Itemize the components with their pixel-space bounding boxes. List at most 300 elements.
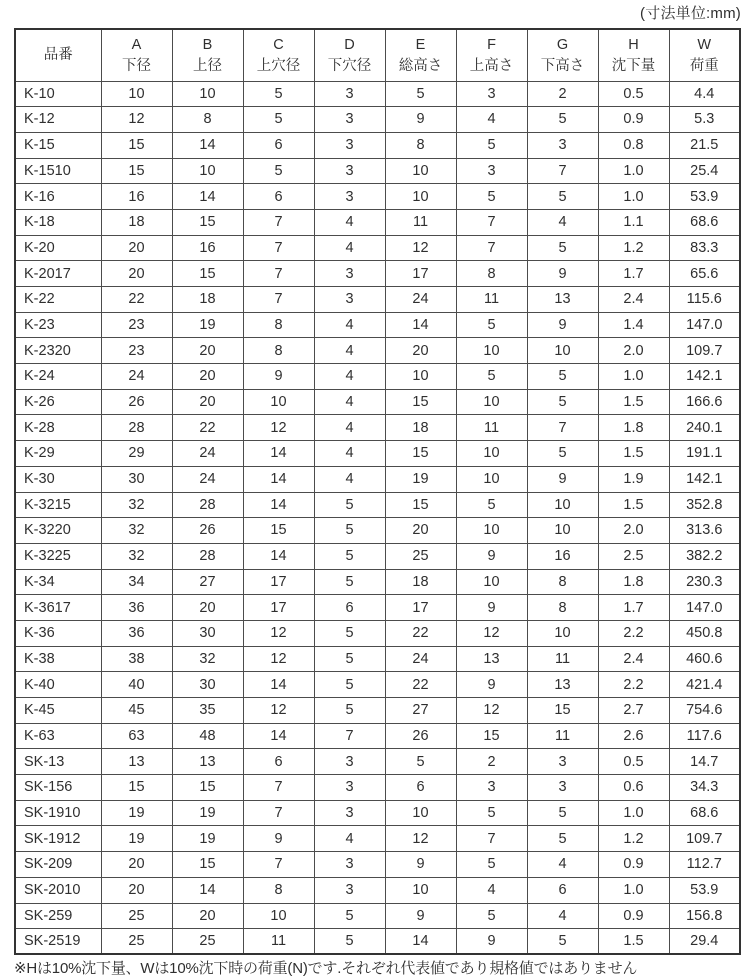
col-letter-c: C (273, 36, 284, 53)
value-cell: 117.6 (669, 723, 740, 749)
value-cell: 1.0 (598, 364, 669, 390)
value-cell: 15 (243, 518, 314, 544)
value-cell: 9 (527, 312, 598, 338)
value-cell: 1.1 (598, 209, 669, 235)
value-cell: 2 (527, 81, 598, 107)
value-cell: 5 (527, 800, 598, 826)
part-number-cell: K-38 (15, 646, 101, 672)
value-cell: 10 (172, 81, 243, 107)
col-letter-b: B (202, 36, 213, 53)
table-row (15, 877, 740, 903)
table-row (15, 184, 740, 210)
value-cell: 240.1 (669, 415, 740, 441)
table-row (15, 107, 740, 133)
value-cell: 11 (527, 646, 598, 672)
col-label-f: 上高さ (469, 57, 514, 74)
table-row (15, 235, 740, 261)
footnote: ※Hは10%沈下量、Wは10%沈下時の荷重(N)です.それぞれ代表値であり規格値ではありません (14, 960, 638, 977)
value-cell: 109.7 (669, 338, 740, 364)
value-cell: 9 (527, 261, 598, 287)
col-label-e: 総高さ (398, 57, 443, 74)
value-cell: 313.6 (669, 518, 740, 544)
value-cell: 20 (101, 877, 172, 903)
value-cell: 4 (314, 441, 385, 467)
value-cell: 7 (527, 415, 598, 441)
value-cell: 11 (385, 209, 456, 235)
value-cell: 19 (385, 466, 456, 492)
value-cell: 3 (314, 775, 385, 801)
value-cell: 8 (456, 261, 527, 287)
value-cell: 32 (101, 543, 172, 569)
value-cell: 14 (172, 132, 243, 158)
value-cell: 8 (243, 338, 314, 364)
value-cell: 6 (385, 775, 456, 801)
value-cell: 460.6 (669, 646, 740, 672)
value-cell: 3 (527, 132, 598, 158)
part-number-cell: SK-13 (15, 749, 101, 775)
value-cell: 5 (314, 903, 385, 929)
value-cell: 10 (456, 389, 527, 415)
table-row (15, 903, 740, 929)
value-cell: 9 (243, 826, 314, 852)
value-cell: 20 (172, 389, 243, 415)
value-cell: 24 (385, 646, 456, 672)
table-row (15, 364, 740, 390)
part-number-cell: K-20 (15, 235, 101, 261)
value-cell: 15 (101, 132, 172, 158)
value-cell: 7 (243, 261, 314, 287)
value-cell: 5 (527, 107, 598, 133)
table-row (15, 620, 740, 646)
value-cell: 12 (243, 415, 314, 441)
value-cell: 29.4 (669, 929, 740, 955)
value-cell: 30 (172, 620, 243, 646)
value-cell: 19 (172, 312, 243, 338)
table-row (15, 158, 740, 184)
value-cell: 14 (172, 184, 243, 210)
value-cell: 8 (243, 877, 314, 903)
col-letter-g: G (556, 36, 569, 53)
value-cell: 15 (385, 492, 456, 518)
value-cell: 352.8 (669, 492, 740, 518)
value-cell: 1.0 (598, 184, 669, 210)
col-header-c (243, 29, 314, 81)
value-cell: 28 (101, 415, 172, 441)
value-cell: 14.7 (669, 749, 740, 775)
col-letter-a: A (131, 36, 142, 53)
table-row (15, 646, 740, 672)
value-cell: 30 (172, 672, 243, 698)
value-cell: 10 (243, 389, 314, 415)
table-row (15, 698, 740, 724)
value-cell: 8 (172, 107, 243, 133)
value-cell: 112.7 (669, 852, 740, 878)
value-cell: 11 (456, 415, 527, 441)
col-header-b (172, 29, 243, 81)
value-cell: 24 (172, 441, 243, 467)
value-cell: 0.9 (598, 107, 669, 133)
table-row (15, 132, 740, 158)
col-label-w: 荷重 (689, 57, 719, 74)
value-cell: 15 (385, 441, 456, 467)
value-cell: 8 (385, 132, 456, 158)
value-cell: 166.6 (669, 389, 740, 415)
value-cell: 7 (243, 287, 314, 313)
value-cell: 19 (172, 826, 243, 852)
value-cell: 4 (314, 364, 385, 390)
table-row (15, 492, 740, 518)
value-cell: 10 (456, 518, 527, 544)
value-cell: 147.0 (669, 595, 740, 621)
value-cell: 48 (172, 723, 243, 749)
value-cell: 18 (385, 569, 456, 595)
table-row (15, 338, 740, 364)
value-cell: 10 (243, 903, 314, 929)
value-cell: 10 (172, 158, 243, 184)
value-cell: 68.6 (669, 800, 740, 826)
value-cell: 14 (243, 441, 314, 467)
value-cell: 21.5 (669, 132, 740, 158)
value-cell: 23 (101, 338, 172, 364)
value-cell: 9 (456, 929, 527, 955)
value-cell: 16 (101, 184, 172, 210)
value-cell: 2.4 (598, 287, 669, 313)
value-cell: 5 (456, 132, 527, 158)
value-cell: 1.7 (598, 595, 669, 621)
value-cell: 36 (101, 620, 172, 646)
col-header-a (101, 29, 172, 81)
value-cell: 18 (172, 287, 243, 313)
value-cell: 2.0 (598, 518, 669, 544)
col-header-f (456, 29, 527, 81)
value-cell: 5 (314, 620, 385, 646)
value-cell: 1.0 (598, 800, 669, 826)
value-cell: 24 (385, 287, 456, 313)
value-cell: 28 (172, 543, 243, 569)
value-cell: 4 (314, 209, 385, 235)
value-cell: 25 (172, 929, 243, 955)
value-cell: 1.0 (598, 158, 669, 184)
value-cell: 20 (172, 595, 243, 621)
value-cell: 1.0 (598, 877, 669, 903)
col-letter-w: W (697, 36, 712, 53)
col-label-c: 上穴径 (256, 57, 301, 74)
value-cell: 191.1 (669, 441, 740, 467)
value-cell: 27 (172, 569, 243, 595)
value-cell: 8 (243, 312, 314, 338)
value-cell: 13 (527, 672, 598, 698)
value-cell: 14 (243, 543, 314, 569)
value-cell: 2.0 (598, 338, 669, 364)
value-cell: 5 (527, 929, 598, 955)
value-cell: 0.8 (598, 132, 669, 158)
value-cell: 10 (527, 492, 598, 518)
value-cell: 2 (456, 749, 527, 775)
value-cell: 115.6 (669, 287, 740, 313)
value-cell: 9 (385, 903, 456, 929)
value-cell: 10 (456, 441, 527, 467)
part-number-cell: K-22 (15, 287, 101, 313)
part-number-cell: K-40 (15, 672, 101, 698)
value-cell: 32 (101, 492, 172, 518)
col-letter-d: D (344, 36, 355, 53)
value-cell: 24 (172, 466, 243, 492)
col-header-d (314, 29, 385, 81)
value-cell: 8 (527, 595, 598, 621)
value-cell: 6 (314, 595, 385, 621)
value-cell: 15 (527, 698, 598, 724)
value-cell: 12 (243, 620, 314, 646)
value-cell: 142.1 (669, 364, 740, 390)
value-cell: 12 (243, 698, 314, 724)
part-number-cell: K-12 (15, 107, 101, 133)
value-cell: 6 (243, 184, 314, 210)
table-row (15, 775, 740, 801)
value-cell: 5 (456, 492, 527, 518)
value-cell: 34.3 (669, 775, 740, 801)
part-number-cell: K-34 (15, 569, 101, 595)
table-row (15, 415, 740, 441)
value-cell: 32 (172, 646, 243, 672)
value-cell: 6 (243, 132, 314, 158)
value-cell: 109.7 (669, 826, 740, 852)
table-row (15, 826, 740, 852)
value-cell: 9 (243, 364, 314, 390)
value-cell: 3 (314, 287, 385, 313)
part-number-cell: K-30 (15, 466, 101, 492)
value-cell: 35 (172, 698, 243, 724)
value-cell: 1.8 (598, 569, 669, 595)
value-cell: 34 (101, 569, 172, 595)
value-cell: 1.5 (598, 389, 669, 415)
value-cell: 14 (385, 312, 456, 338)
value-cell: 7 (243, 800, 314, 826)
value-cell: 5 (314, 518, 385, 544)
value-cell: 10 (385, 184, 456, 210)
part-number-cell: K-23 (15, 312, 101, 338)
part-number-cell: K-63 (15, 723, 101, 749)
table-row (15, 595, 740, 621)
value-cell: 5 (314, 698, 385, 724)
part-number-cell: K-26 (15, 389, 101, 415)
part-number-cell: K-3220 (15, 518, 101, 544)
value-cell: 2.5 (598, 543, 669, 569)
value-cell: 156.8 (669, 903, 740, 929)
value-cell: 15 (172, 775, 243, 801)
value-cell: 230.3 (669, 569, 740, 595)
value-cell: 25 (101, 903, 172, 929)
value-cell: 7 (456, 209, 527, 235)
value-cell: 6 (243, 749, 314, 775)
value-cell: 5 (314, 672, 385, 698)
value-cell: 7 (456, 826, 527, 852)
value-cell: 10 (456, 466, 527, 492)
part-number-cell: SK-156 (15, 775, 101, 801)
value-cell: 5 (527, 364, 598, 390)
value-cell: 7 (527, 158, 598, 184)
value-cell: 450.8 (669, 620, 740, 646)
table-row (15, 749, 740, 775)
value-cell: 4.4 (669, 81, 740, 107)
value-cell: 5 (527, 235, 598, 261)
value-cell: 4 (527, 209, 598, 235)
value-cell: 27 (385, 698, 456, 724)
col-label-d: 下穴径 (327, 57, 372, 74)
part-number-cell: K-1510 (15, 158, 101, 184)
part-number-cell: K-28 (15, 415, 101, 441)
value-cell: 10 (385, 158, 456, 184)
table-row (15, 800, 740, 826)
value-cell: 5 (314, 929, 385, 955)
value-cell: 20 (172, 364, 243, 390)
value-cell: 28 (172, 492, 243, 518)
value-cell: 19 (172, 800, 243, 826)
value-cell: 17 (385, 261, 456, 287)
value-cell: 3 (314, 749, 385, 775)
value-cell: 4 (314, 235, 385, 261)
value-cell: 10 (456, 569, 527, 595)
value-cell: 5 (243, 107, 314, 133)
value-cell: 20 (172, 338, 243, 364)
value-cell: 15 (101, 158, 172, 184)
table-row (15, 81, 740, 107)
value-cell: 15 (172, 852, 243, 878)
part-number-cell: K-3617 (15, 595, 101, 621)
part-number-header: 品番 (15, 29, 101, 81)
value-cell: 22 (385, 672, 456, 698)
value-cell: 14 (243, 466, 314, 492)
part-number-cell: K-2320 (15, 338, 101, 364)
value-cell: 5.3 (669, 107, 740, 133)
value-cell: 20 (101, 261, 172, 287)
value-cell: 3 (456, 158, 527, 184)
unit-label: (寸法単位:mm) (640, 5, 741, 22)
value-cell: 142.1 (669, 466, 740, 492)
value-cell: 10 (385, 364, 456, 390)
value-cell: 4 (527, 903, 598, 929)
value-cell: 12 (101, 107, 172, 133)
value-cell: 4 (456, 107, 527, 133)
part-number-cell: K-16 (15, 184, 101, 210)
value-cell: 32 (101, 518, 172, 544)
value-cell: 1.7 (598, 261, 669, 287)
value-cell: 3 (314, 107, 385, 133)
value-cell: 15 (385, 389, 456, 415)
col-header-g (527, 29, 598, 81)
value-cell: 5 (456, 184, 527, 210)
value-cell: 147.0 (669, 312, 740, 338)
value-cell: 7 (243, 775, 314, 801)
value-cell: 20 (101, 235, 172, 261)
table-body (15, 81, 740, 954)
table-row (15, 389, 740, 415)
value-cell: 10 (456, 338, 527, 364)
value-cell: 14 (243, 723, 314, 749)
col-label-g: 下高さ (540, 57, 585, 74)
value-cell: 15 (172, 209, 243, 235)
value-cell: 9 (456, 672, 527, 698)
value-cell: 3 (314, 877, 385, 903)
col-letter-f: F (487, 36, 496, 53)
value-cell: 5 (243, 81, 314, 107)
value-cell: 5 (456, 364, 527, 390)
table-row (15, 287, 740, 313)
value-cell: 5 (527, 826, 598, 852)
col-label-b: 上径 (193, 57, 222, 74)
col-header-h (598, 29, 669, 81)
value-cell: 1.5 (598, 929, 669, 955)
value-cell: 25 (385, 543, 456, 569)
table-row (15, 466, 740, 492)
part-number-cell: SK-1912 (15, 826, 101, 852)
value-cell: 5 (385, 749, 456, 775)
part-number-cell: SK-2010 (15, 877, 101, 903)
value-cell: 5 (527, 441, 598, 467)
value-cell: 15 (456, 723, 527, 749)
value-cell: 9 (385, 107, 456, 133)
part-number-cell: SK-259 (15, 903, 101, 929)
table-row (15, 543, 740, 569)
col-header-e (385, 29, 456, 81)
table-row (15, 261, 740, 287)
value-cell: 1.2 (598, 826, 669, 852)
table-row (15, 441, 740, 467)
value-cell: 5 (456, 800, 527, 826)
value-cell: 12 (243, 646, 314, 672)
value-cell: 20 (101, 852, 172, 878)
value-cell: 4 (456, 877, 527, 903)
part-number-cell: K-10 (15, 81, 101, 107)
value-cell: 12 (456, 620, 527, 646)
value-cell: 3 (527, 775, 598, 801)
value-cell: 382.2 (669, 543, 740, 569)
table-row (15, 929, 740, 955)
table-header (15, 29, 740, 81)
value-cell: 5 (527, 389, 598, 415)
value-cell: 2.2 (598, 620, 669, 646)
value-cell: 18 (385, 415, 456, 441)
value-cell: 4 (314, 826, 385, 852)
value-cell: 10 (385, 800, 456, 826)
value-cell: 5 (314, 492, 385, 518)
value-cell: 5 (314, 646, 385, 672)
table-row (15, 672, 740, 698)
value-cell: 13 (101, 749, 172, 775)
value-cell: 10 (527, 620, 598, 646)
spec-table (14, 28, 741, 955)
part-number-cell: K-18 (15, 209, 101, 235)
value-cell: 5 (456, 852, 527, 878)
col-header-w (669, 29, 740, 81)
value-cell: 22 (385, 620, 456, 646)
value-cell: 22 (101, 287, 172, 313)
value-cell: 5 (385, 81, 456, 107)
value-cell: 3 (314, 132, 385, 158)
value-cell: 20 (385, 338, 456, 364)
value-cell: 10 (527, 518, 598, 544)
value-cell: 3 (314, 852, 385, 878)
value-cell: 5 (527, 184, 598, 210)
value-cell: 5 (314, 543, 385, 569)
value-cell: 5 (456, 903, 527, 929)
table-row (15, 518, 740, 544)
part-number-cell: SK-2519 (15, 929, 101, 955)
value-cell: 38 (101, 646, 172, 672)
value-cell: 1.9 (598, 466, 669, 492)
value-cell: 2.4 (598, 646, 669, 672)
value-cell: 17 (385, 595, 456, 621)
value-cell: 16 (172, 235, 243, 261)
